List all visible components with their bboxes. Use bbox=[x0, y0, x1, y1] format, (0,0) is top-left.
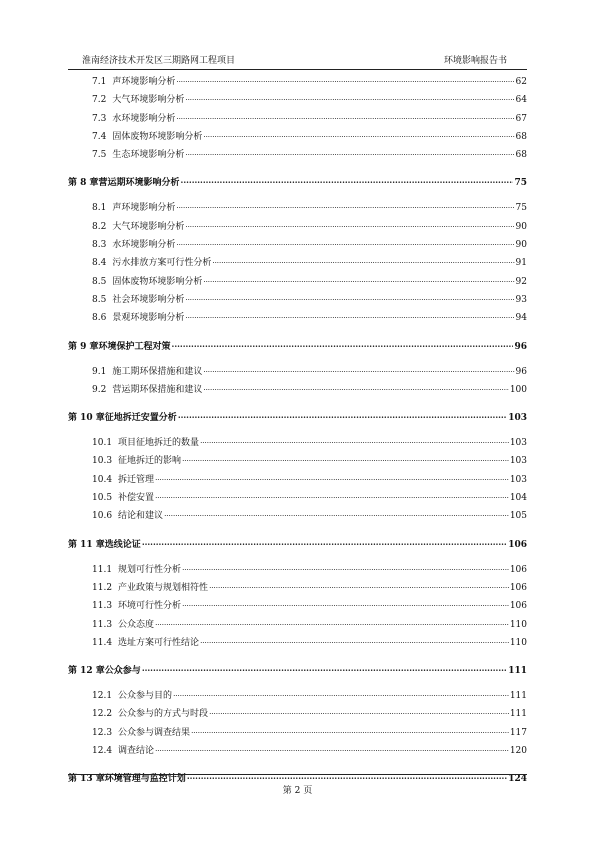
toc-chapter-entry[interactable] bbox=[68, 169, 527, 195]
toc-chapter-entry[interactable] bbox=[68, 531, 527, 557]
toc-dot-leader bbox=[191, 722, 509, 740]
toc-dot-leader bbox=[142, 529, 507, 556]
toc-dot-leader bbox=[203, 126, 514, 144]
toc-dot-leader bbox=[203, 379, 508, 397]
toc-entry-number: 第 13 章 bbox=[68, 774, 105, 785]
toc-entry-title: 营运期环保措施和建议 bbox=[112, 384, 203, 395]
toc-entry-title: 选址方案可行性结论 bbox=[118, 637, 200, 648]
toc-entry-title: 公众参与目的 bbox=[118, 691, 173, 702]
page-number: 第 2 页 bbox=[282, 786, 313, 796]
toc-section-entry[interactable] bbox=[68, 309, 527, 327]
toc-dot-leader bbox=[172, 331, 514, 358]
toc-entry-title: 选线论证 bbox=[104, 539, 141, 550]
toc-section-entry[interactable] bbox=[68, 634, 527, 652]
toc-dot-leader bbox=[185, 307, 514, 325]
toc-dot-leader bbox=[185, 216, 514, 234]
toc-entry-page: 106 bbox=[509, 601, 527, 612]
toc-dot-leader bbox=[178, 402, 507, 429]
toc-entry-number: 7.4 bbox=[92, 131, 107, 142]
toc-entry-number: 8.5 bbox=[92, 294, 107, 305]
toc-dot-leader bbox=[155, 469, 509, 487]
toc-entry-title: 水环境影响分析 bbox=[112, 113, 176, 124]
toc-dot-leader bbox=[181, 167, 514, 194]
toc-entry-title: 营运期环境影响分析 bbox=[98, 178, 180, 189]
toc-entry-page: 117 bbox=[509, 727, 527, 738]
toc-dot-leader bbox=[185, 144, 514, 162]
toc-entry-number: 8.6 bbox=[92, 313, 107, 324]
toc-dot-leader bbox=[209, 703, 509, 721]
toc-entry-number: 8.4 bbox=[92, 258, 107, 269]
toc-entry-title: 固体废物环境影响分析 bbox=[112, 131, 203, 142]
toc-entry-page: 120 bbox=[509, 746, 527, 757]
toc-entry-page: 103 bbox=[509, 438, 527, 449]
toc-entry-title: 大气环境影响分析 bbox=[112, 95, 185, 106]
toc-entry-page: 111 bbox=[509, 691, 527, 702]
toc-entry-number: 8.2 bbox=[92, 221, 107, 232]
toc-entry-title: 社会环境影响分析 bbox=[112, 294, 185, 305]
toc-entry-page: 106 bbox=[508, 539, 527, 550]
toc-entry-number: 8.3 bbox=[92, 240, 107, 251]
toc-entry-page: 96 bbox=[515, 366, 527, 377]
table-of-contents bbox=[68, 73, 527, 795]
toc-entry-number: 8.5 bbox=[92, 276, 107, 287]
toc-entry-title: 施工期环保措施和建议 bbox=[112, 366, 203, 377]
toc-entry-number: 11.4 bbox=[92, 637, 113, 648]
toc-entry-page: 75 bbox=[515, 203, 527, 214]
toc-dot-leader bbox=[200, 632, 509, 650]
toc-entry-title: 公众参与调查结果 bbox=[118, 727, 191, 738]
toc-dot-leader bbox=[209, 577, 509, 595]
toc-dot-leader bbox=[155, 740, 509, 758]
toc-dot-leader bbox=[176, 71, 514, 89]
toc-entry-number: 7.5 bbox=[92, 150, 107, 161]
toc-entry-title: 公众参与 bbox=[104, 666, 141, 677]
toc-entry-number: 12.1 bbox=[92, 691, 113, 702]
toc-dot-leader bbox=[164, 505, 509, 523]
toc-entry-page: 92 bbox=[515, 276, 527, 287]
toc-entry-title: 环境可行性分析 bbox=[118, 601, 182, 612]
toc-chapter-entry[interactable] bbox=[68, 657, 527, 683]
toc-section-entry[interactable] bbox=[68, 742, 527, 760]
toc-entry-title: 公众参与的方式与时段 bbox=[118, 709, 209, 720]
toc-entry-title: 固体废物环境影响分析 bbox=[112, 276, 203, 287]
toc-entry-number: 7.1 bbox=[92, 77, 107, 87]
toc-entry-number: 10.3 bbox=[92, 456, 113, 467]
toc-entry-page: 75 bbox=[514, 178, 527, 189]
toc-entry-number: 第 10 章 bbox=[68, 413, 105, 424]
toc-entry-page: 105 bbox=[509, 511, 527, 522]
toc-entry-title: 征地拆迁的影响 bbox=[118, 456, 182, 467]
toc-entry-number: 10.5 bbox=[92, 493, 113, 504]
toc-entry-title: 大气环境影响分析 bbox=[112, 221, 185, 232]
toc-entry-title: 项目征地拆迁的数量 bbox=[118, 438, 200, 449]
toc-entry-number: 11.3 bbox=[92, 601, 113, 612]
toc-entry-page: 94 bbox=[515, 313, 527, 324]
toc-entry-page: 110 bbox=[509, 637, 527, 648]
toc-section-entry[interactable] bbox=[68, 507, 527, 525]
toc-entry-page: 106 bbox=[509, 564, 527, 575]
toc-entry-number: 9.1 bbox=[92, 366, 107, 377]
toc-entry-number: 10.6 bbox=[92, 511, 113, 522]
toc-dot-leader bbox=[155, 614, 509, 632]
toc-chapter-entry[interactable] bbox=[68, 333, 527, 359]
toc-entry-title: 环境保护工程对策 bbox=[98, 341, 171, 352]
toc-dot-leader bbox=[176, 108, 514, 126]
toc-entry-title: 征地拆迁安置分析 bbox=[104, 413, 177, 424]
toc-entry-number: 11.1 bbox=[92, 564, 113, 575]
toc-entry-number: 第 12 章 bbox=[68, 666, 105, 677]
toc-dot-leader bbox=[182, 450, 509, 468]
toc-dot-leader bbox=[173, 685, 509, 703]
toc-entry-number: 9.2 bbox=[92, 384, 107, 395]
toc-entry-number: 11.2 bbox=[92, 582, 113, 593]
toc-entry-title: 规划可行性分析 bbox=[118, 564, 182, 575]
toc-entry-title: 声环境影响分析 bbox=[112, 203, 176, 214]
toc-entry-page: 103 bbox=[508, 413, 527, 424]
toc-entry-page: 64 bbox=[515, 95, 527, 106]
toc-entry-page: 111 bbox=[509, 709, 527, 720]
toc-dot-leader bbox=[185, 89, 514, 107]
toc-entry-number: 12.4 bbox=[92, 746, 113, 757]
toc-dot-leader bbox=[155, 487, 509, 505]
toc-entry-page: 103 bbox=[509, 474, 527, 485]
toc-entry-page: 91 bbox=[515, 258, 527, 269]
toc-entry-title: 结论和建议 bbox=[118, 511, 164, 522]
toc-entry-page: 124 bbox=[508, 774, 527, 785]
toc-entry-number: 第 11 章 bbox=[68, 539, 105, 550]
toc-entry-page: 106 bbox=[509, 582, 527, 593]
toc-entry-page: 100 bbox=[509, 384, 527, 395]
toc-dot-leader bbox=[182, 559, 509, 577]
toc-entry-number: 第 8 章 bbox=[68, 178, 99, 189]
toc-entry-title: 环境管理与监控计划 bbox=[104, 774, 186, 785]
toc-entry-page: 96 bbox=[514, 341, 527, 352]
toc-dot-leader bbox=[203, 271, 514, 289]
toc-entry-page: 110 bbox=[509, 619, 527, 630]
toc-entry-number: 8.1 bbox=[92, 203, 107, 214]
toc-entry-number: 10.4 bbox=[92, 474, 113, 485]
toc-dot-leader bbox=[176, 197, 514, 215]
toc-entry-title: 景观环境影响分析 bbox=[112, 313, 185, 324]
toc-entry-number: 7.3 bbox=[92, 113, 107, 124]
toc-entry-number: 12.2 bbox=[92, 709, 113, 720]
toc-entry-page: 93 bbox=[515, 294, 527, 305]
toc-entry-page: 103 bbox=[509, 456, 527, 467]
toc-entry-title: 拆迁管理 bbox=[118, 474, 155, 485]
toc-entry-page: 90 bbox=[515, 221, 527, 232]
footer-divider bbox=[68, 774, 527, 775]
toc-entry-page: 111 bbox=[508, 666, 527, 677]
toc-entry-title: 调查结论 bbox=[118, 746, 155, 757]
toc-section-entry[interactable] bbox=[68, 146, 527, 164]
toc-entry-number: 10.1 bbox=[92, 438, 113, 449]
toc-dot-leader bbox=[203, 361, 514, 379]
toc-entry-page: 67 bbox=[515, 113, 527, 124]
toc-entry-page: 104 bbox=[509, 493, 527, 504]
header-project-title: 淮南经济技术开发区三期路网工程项目 bbox=[82, 56, 236, 66]
toc-entry-title: 产业政策与规划相符性 bbox=[118, 582, 209, 593]
toc-dot-leader bbox=[212, 252, 514, 270]
toc-dot-leader bbox=[182, 595, 509, 613]
toc-dot-leader bbox=[200, 432, 509, 450]
toc-entry-title: 污水排放方案可行性分析 bbox=[112, 258, 212, 269]
toc-dot-leader bbox=[176, 234, 514, 252]
toc-chapter-entry[interactable] bbox=[68, 404, 527, 430]
toc-entry-title: 声环境影响分析 bbox=[112, 77, 176, 87]
toc-dot-leader bbox=[142, 655, 507, 682]
header-report-title: 环境影响报告书 bbox=[443, 56, 507, 66]
toc-entry-page: 62 bbox=[515, 77, 527, 87]
toc-entry-page: 68 bbox=[515, 131, 527, 142]
page-header bbox=[68, 55, 527, 70]
toc-entry-title: 生态环境影响分析 bbox=[112, 150, 185, 161]
toc-section-entry[interactable] bbox=[68, 381, 527, 399]
toc-entry-number: 12.3 bbox=[92, 727, 113, 738]
toc-entry-page: 68 bbox=[515, 150, 527, 161]
toc-entry-number: 7.2 bbox=[92, 95, 107, 106]
toc-dot-leader bbox=[185, 289, 514, 307]
toc-entry-number: 11.3 bbox=[92, 619, 113, 630]
toc-entry-title: 水环境影响分析 bbox=[112, 240, 176, 251]
toc-entry-title: 公众态度 bbox=[118, 619, 155, 630]
toc-entry-page: 90 bbox=[515, 240, 527, 251]
toc-entry-number: 第 9 章 bbox=[68, 341, 99, 352]
toc-entry-title: 补偿安置 bbox=[118, 493, 155, 504]
